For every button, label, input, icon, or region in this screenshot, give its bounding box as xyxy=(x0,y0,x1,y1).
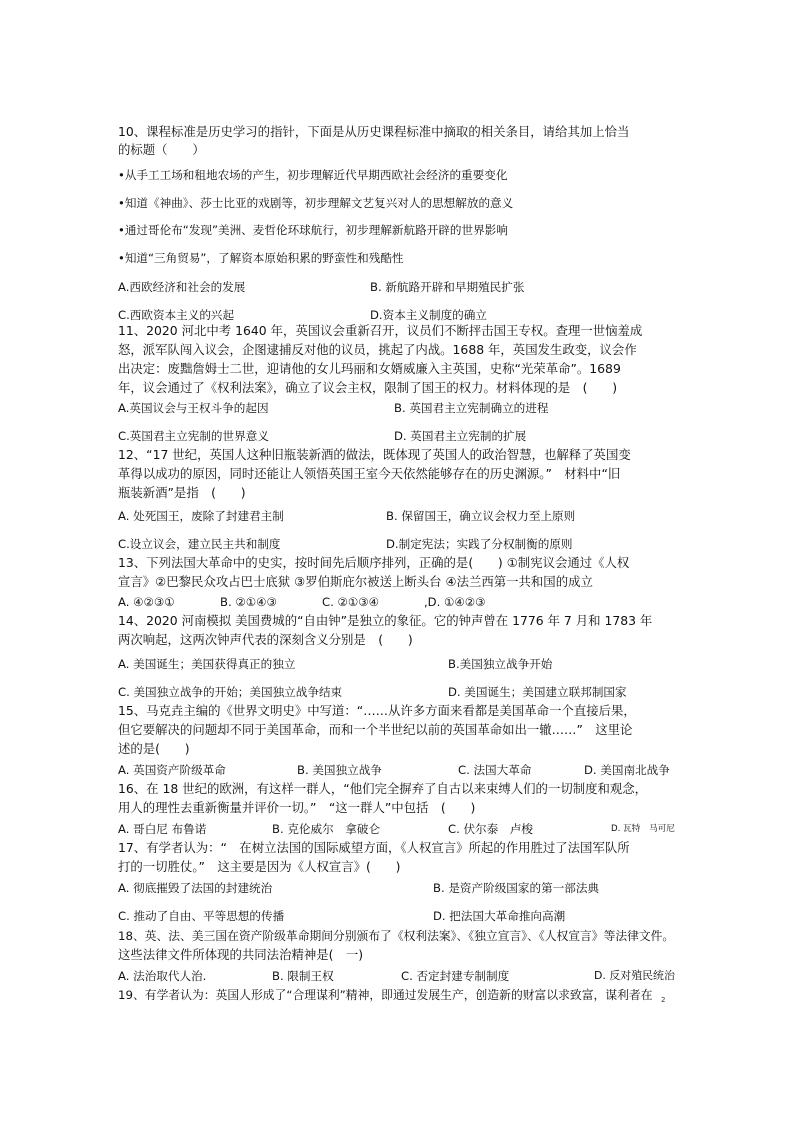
q18-option-b: B. 限制王权 xyxy=(272,969,334,983)
q19-line1: 19、有学者认为：英国人形成了“合理谋利”精神，即通过发展生产，创造新的财富以求致富，谋利者在 xyxy=(118,988,653,1002)
q10-option-a: A.西欧经济和社会的发展 xyxy=(118,280,246,294)
q16-line2: 用人的理性去重新衡量并评价一切。” “这一群人”中包括 ( ) xyxy=(118,800,476,815)
q17-line1: 17、有学者认为：“ 在树立法国的国际威望方面，《人权宣言》所起的作用胜过了法国军队所 xyxy=(118,840,630,855)
q10-bullet-1: •从手工工场和租地农场的产生，初步理解近代早期西欧社会经济的重要变化 xyxy=(118,168,508,182)
q17-line2: 打的一切胜仗。” 这主要是因为《人权宣言》( ) xyxy=(118,859,401,874)
q11-option-a: A.英国议会与王权斗争的起因 xyxy=(118,401,269,415)
q11-line2: 怒，派军队闯入议会，企图逮捕反对他的议员，挑起了内战。1688 年，英国发生政变，议会作 xyxy=(118,342,637,357)
q15-option-b: B. 美国独立战争 xyxy=(297,763,382,777)
q16-option-a: A. 哥白尼 布鲁诺 xyxy=(118,822,207,836)
page-number: 2 xyxy=(661,996,666,1004)
q17-option-a: A. 彻底摧毁了法国的封建统治 xyxy=(118,881,273,895)
q12-option-d: D.制定宪法；实践了分权制衡的原则 xyxy=(386,537,573,551)
q18-line2: 这些法律文件所体现的共同法治精神是( 一) xyxy=(118,947,364,962)
q11-line3: 出决定：废黜詹姆士二世，迎请他的女儿玛丽和女婿威廉入主英国，史称“光荣革命”。1689 xyxy=(118,361,621,376)
q16-option-b: B. 克伦威尔 拿破仑 xyxy=(272,822,381,836)
q10-stem-line1: 10、课程标准是历史学习的指针，下面是从历史课程标准中摘取的相关条目，请给其加上恰当 xyxy=(118,124,630,139)
q13-option-c: C. ②①③④ xyxy=(322,595,380,609)
q18-line1: 18、英、法、美三国在资产阶级革命期间分别颁布了《权利法案》、《独立宣言》、《人权宣言》等法律文件。 xyxy=(118,929,675,943)
q17-option-d: D. 把法国大革命推向高潮 xyxy=(433,909,566,923)
q13-option-a: A. ④②③① xyxy=(118,595,175,609)
q10-bullet-2: •知道《神曲》、莎士比亚的戏剧等，初步理解文艺复兴对人的思想解放的意义 xyxy=(118,196,514,210)
q12-option-c: C.设立议会，建立民主共和制度 xyxy=(118,537,281,551)
q13-line2: 宣言》②巴黎民众攻占巴士底狱 ③罗伯斯庇尔被送上断头台 ④法兰西第一共和国的成立 xyxy=(118,574,593,589)
q18-option-a: A. 法治取代人治. xyxy=(118,969,207,983)
q10-bullet-3: •通过哥伦布“发现”美洲、麦哲伦环球航行，初步理解新航路开辟的世界影响 xyxy=(118,223,508,237)
q12-line2: 革得以成功的原因，同时还能让人领悟英国王室今天依然能够存在的历史渊源。” 材料中“旧 xyxy=(118,466,621,481)
q17-option-b: B. 是资产阶级国家的第一部法典 xyxy=(433,881,600,895)
q14-option-d: D. 美国诞生；美国建立联邦制国家 xyxy=(448,685,627,699)
q18-option-d: D. 反对殖民统治 xyxy=(594,969,675,982)
q15-line2: 但它要解决的问题却不同于美国革命，而和一个半世纪以前的英国革命如出一辙……” 这里论 xyxy=(118,722,633,737)
q10-option-c: C.西欧资本主义的兴起 xyxy=(118,308,235,322)
q15-line3: 述的是( ) xyxy=(118,741,190,756)
q14-option-b: B.美国独立战争开始 xyxy=(448,657,553,671)
q16-line1: 16、在 18 世纪的欧洲，有这样一群人，“他们完全摒弃了自古以来束缚人们的一切制度和观念， xyxy=(118,781,648,796)
q15-option-a: A. 英国资产阶级革命 xyxy=(118,763,226,777)
q15-line1: 15、马克垚主编的《世界文明史》中写道：“……从许多方面来看都是美国革命一个直接后果， xyxy=(118,703,636,718)
q18-option-c: C. 否定封建专制制度 xyxy=(401,969,510,983)
q11-line1: 11、2020 河北中考 1640 年，英国议会重新召开，议员们不断抨击国王专权。查理一世恼羞成 xyxy=(118,323,643,338)
q13-option-d: ,D. ①④②③ xyxy=(424,595,486,609)
q12-option-b: B. 保留国王，确立议会权力至上原则 xyxy=(386,509,576,523)
q13-line1: 13、下列法国大革命中的史实，按时间先后顺序排列，正确的是( ) ①制宪议会通过《人权 xyxy=(118,555,630,570)
q15-option-c: C. 法国大革命 xyxy=(458,763,532,777)
q16-option-d: D. 瓦特 马可尼 xyxy=(611,824,675,834)
q11-option-b: B. 英国君主立宪制确立的进程 xyxy=(394,401,549,415)
q12-option-a: A. 处死国王，废除了封建君主制 xyxy=(118,509,284,523)
q15-option-d: D. 美国南北战争 xyxy=(584,763,670,777)
q11-line4: 年，议会通过了《权利法案》，确立了议会主权，限制了国王的权力。材料体现的是 ( ) xyxy=(118,380,618,395)
q16-option-c: C. 伏尔泰 卢梭 xyxy=(448,822,534,836)
q14-line2: 两次响起，这两次钟声代表的深刻含义分别是 ( ) xyxy=(118,632,413,647)
q10-stem-line2: 的标题（ ） xyxy=(118,142,205,157)
q14-line1: 14、2020 河南模拟 美国费城的“自由钟”是独立的象征。它的钟声曾在 1776 年 7 月和 1783 年 xyxy=(118,613,653,628)
q10-bullet-4: •知道“三角贸易”，了解资本原始积累的野蛮性和残酷性 xyxy=(118,251,404,265)
q14-option-c: C. 美国独立战争的开始；美国独立战争结束 xyxy=(118,685,343,699)
q12-line1: 12、“17 世纪，英国人这种旧瓶装新酒的做法，既体现了英国人的政治智慧，也解释了英国变 xyxy=(118,447,631,462)
q17-option-c: C. 推动了自由、平等思想的传播 xyxy=(118,909,285,923)
q12-line3: 瓶装新酒”是指 ( ) xyxy=(118,485,246,500)
q13-option-b: B. ②①④③ xyxy=(220,595,277,609)
q11-option-d: D. 英国君主立宪制的扩展 xyxy=(394,429,527,443)
q11-option-c: C.英国君主立宪制的世界意义 xyxy=(118,429,269,443)
q10-option-d: D.资本主义制度的确立 xyxy=(370,308,487,322)
q10-option-b: B. 新航路开辟和早期殖民扩张 xyxy=(370,280,525,294)
q14-option-a: A. 美国诞生；美国获得真正的独立 xyxy=(118,657,296,671)
